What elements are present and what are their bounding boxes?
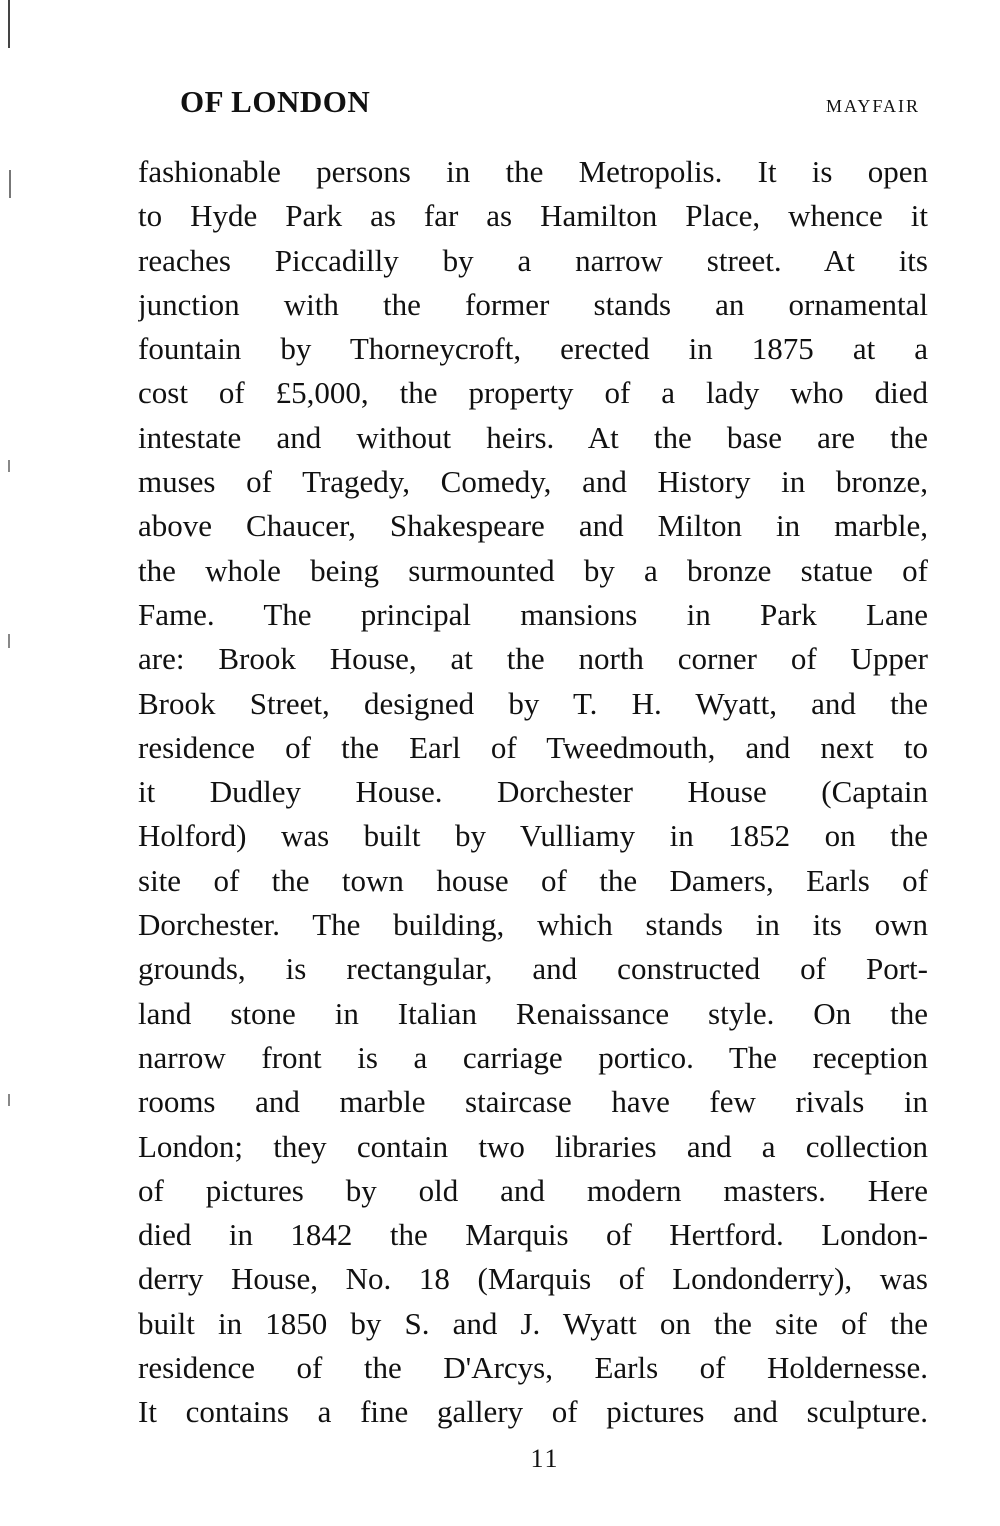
running-head-section: MAYFAIR bbox=[825, 96, 920, 116]
scan-edge-mark bbox=[8, 460, 10, 472]
running-head-title: OF LONDON bbox=[180, 84, 371, 119]
text-line: to Hyde Park as far as Hamilton Place, whence it bbox=[138, 198, 928, 234]
text-line: residence of the Earl of Tweedmouth, and next to bbox=[138, 729, 928, 765]
text-line: Brook Street, designed by T. H. Wyatt, and the bbox=[138, 685, 928, 721]
text-line: of pictures by old and modern masters. Here bbox=[138, 1172, 928, 1208]
text-line: it Dudley House. Dorchester House (Captain bbox=[138, 774, 928, 810]
text-line: reaches Piccadilly by a narrow street. At its bbox=[138, 242, 928, 278]
text-line: above Chaucer, Shakespeare and Milton in marble, bbox=[138, 508, 928, 544]
text-line: fashionable persons in the Metropolis. It is open bbox=[138, 154, 928, 189]
text-line: London; they contain two libraries and a collection bbox=[138, 1128, 928, 1164]
text-line: land stone in Italian Renaissance style. On the bbox=[138, 995, 928, 1031]
text-line: built in 1850 by S. and J. Wyatt on the site of the bbox=[138, 1305, 928, 1341]
scan-edge-mark bbox=[8, 634, 10, 648]
text-line: fountain by Thorneycroft, erected in 1875 at a bbox=[138, 331, 928, 367]
text-line: died in 1842 the Marquis of Hertford. London- bbox=[138, 1217, 928, 1253]
text-line: grounds, is rectangular, and constructed of Port- bbox=[138, 951, 928, 987]
text-line: residence of the D'Arcys, Earls of Holdernesse. bbox=[138, 1350, 928, 1386]
text-line: It contains a fine gallery of pictures and sculpture. bbox=[138, 1394, 928, 1430]
scan-edge-mark bbox=[8, 0, 10, 48]
text-line: Holford) was built by Vulliamy in 1852 on the bbox=[138, 818, 928, 854]
text-line: cost of £5,000, the property of a lady who died bbox=[138, 375, 928, 411]
text-line: muses of Tragedy, Comedy, and History in bronze, bbox=[138, 464, 928, 500]
text-line: the whole being surmounted by a bronze statue of bbox=[138, 552, 928, 588]
text-line: are: Brook House, at the north corner of Upper bbox=[138, 641, 928, 677]
text-line: intestate and without heirs. At the base are the bbox=[138, 419, 928, 455]
body-text bbox=[138, 150, 928, 1435]
text-line: derry House, No. 18 (Marquis of Londonderry), was bbox=[138, 1261, 928, 1297]
text-line: narrow front is a carriage portico. The reception bbox=[138, 1039, 928, 1075]
text-line: Fame. The principal mansions in Park Lane bbox=[138, 596, 928, 632]
text-line: site of the town house of the Damers, Earls of bbox=[138, 862, 928, 898]
page-number: 11 bbox=[530, 1444, 560, 1473]
text-line: Dorchester. The building, which stands in its own bbox=[138, 907, 928, 943]
scan-edge-mark bbox=[8, 1094, 10, 1106]
text-line: junction with the former stands an ornamental bbox=[138, 286, 928, 322]
text-line: rooms and marble staircase have few rivals in bbox=[138, 1084, 928, 1120]
scan-edge-mark bbox=[9, 170, 11, 198]
running-head bbox=[180, 84, 920, 124]
